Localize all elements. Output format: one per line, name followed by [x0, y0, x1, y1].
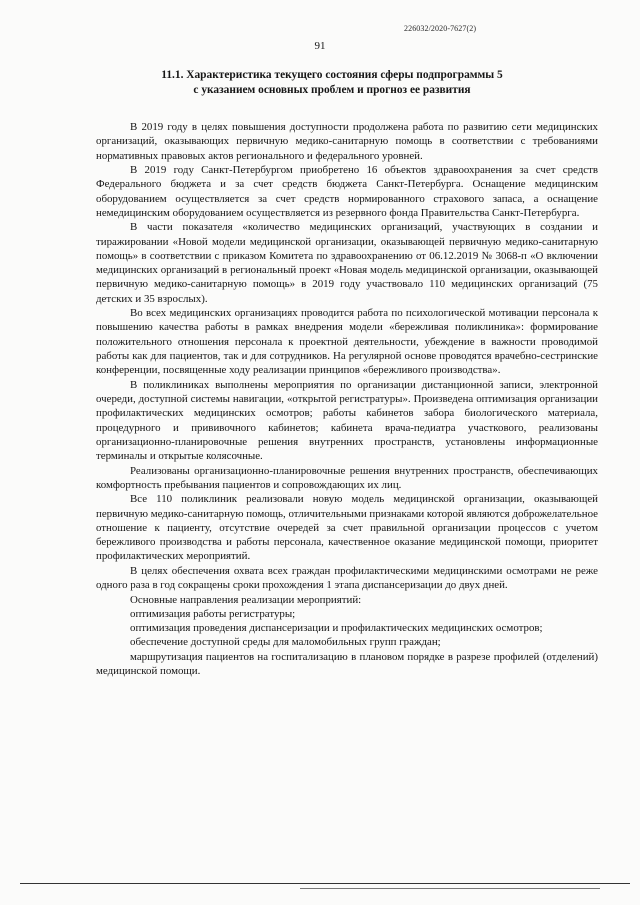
- direction-item: оптимизация проведения диспансеризации и профилактических медицинских осмотров;: [130, 622, 543, 635]
- footer-divider-secondary: [300, 888, 600, 889]
- document-code: 226032/2020-7627(2): [404, 24, 477, 33]
- document-body: [96, 120, 598, 678]
- page-number: 91: [314, 40, 326, 52]
- section-title: [120, 68, 544, 98]
- paragraph: В целях обеспечения охвата всех граждан профилактическими медицинскими осмотрами не реже одного раза в год сокращены сроки прохождения 1 этапа диспансеризации до двух дней.: [96, 564, 598, 592]
- paragraph: В поликлиниках выполнены мероприятия по организации дистанционной записи, электронной очереди, доступной системы навигации, «открытой регистратуры». Произведена оптимизация организации профилактических медицинских осмотров; работы кабинетов забора биологического материала, процедурного и прививочного кабинетов; кабинета врача-педиатра участкового, реализованы организационно-планировочные решения внутренних пространств, установлены информационные терминалы и открытые колясочные.: [96, 378, 598, 463]
- direction-item: маршрутизация пациентов на госпитализацию в плановом порядке в разрезе профилей (отделений) медицинской помощи.: [96, 650, 598, 678]
- direction-item: обеспечение доступной среды для маломобильных групп граждан;: [130, 636, 441, 649]
- section-title-line-2: с указанием основных проблем и прогноз ее развития: [193, 84, 471, 96]
- paragraph: В части показателя «количество медицинских организаций, участвующих в создании и тиражировании «Новой модели медицинской организации, оказывающей первичную медико-санитарную помощь» в соответствии с приказом Комитета по здравоохранению от 06.12.2019 № 3068-п «О включении медицинских организаций в региональный проект «Новая модель медицинской организации, оказывающей первичную медико-санитарную помощь» в 2019 году участвовало 110 медицинских организаций (75 детских и 35 взрослых).: [96, 221, 598, 305]
- footer-divider: [20, 883, 630, 884]
- section-title-line-1: 11.1. Характеристика текущего состояния сферы подпрограммы 5: [161, 69, 503, 81]
- paragraph: Реализованы организационно-планировочные решения внутренних пространств, обеспечивающих комфортность пребывания пациентов и сопровождающих их лиц.: [96, 464, 598, 491]
- direction-item: оптимизация работы регистратуры;: [130, 607, 296, 620]
- paragraph: В 2019 году в целях повышения доступности продолжена работа по развитию сети медицинских организаций, оказывающих первичную медико-санитарную помощь в соответствии с требованиями нормативных правовых актов регионального и федерального уровней.: [96, 121, 598, 162]
- paragraph: В 2019 году Санкт-Петербургом приобретено 16 объектов здравоохранения за счет средств Федерального бюджета и за счет средств бюджета Санкт-Петербурга. Оснащение медицинским оборудованием осуществляется за счет средств нормированного страхового запаса, а оснащение немедицинским оборудованием осуществляется из резервного фонда Правительства Санкт-Петербурга.: [96, 163, 598, 219]
- paragraph: Все 110 поликлиник реализовали новую модель медицинской организации, оказывающей первичную медико-санитарную помощь, отличительными признаками которой являются доброжелательное отношение к пациенту, отсутствие очередей за счет правильной организации процессов с учетом бережливого производства и работы персонала, качественное оказание медицинской помощи, приоритет профилактических мероприятий.: [96, 493, 598, 563]
- directions-intro: Основные направления реализации мероприятий:: [130, 593, 362, 606]
- paragraph: Во всех медицинских организациях проводится работа по психологической мотивации персонала к повышению качества работы в рамках внедрения модели «бережливая поликлиника»: формирование положительного отношения персонала к проектной деятельности, убеждение в важности проводимой работы как для пациентов, так и для сотрудников. На регулярной основе проводятся врачебно-сестринские конференции, посвященные ходу реализации принципов «бережливого производства».: [96, 307, 598, 377]
